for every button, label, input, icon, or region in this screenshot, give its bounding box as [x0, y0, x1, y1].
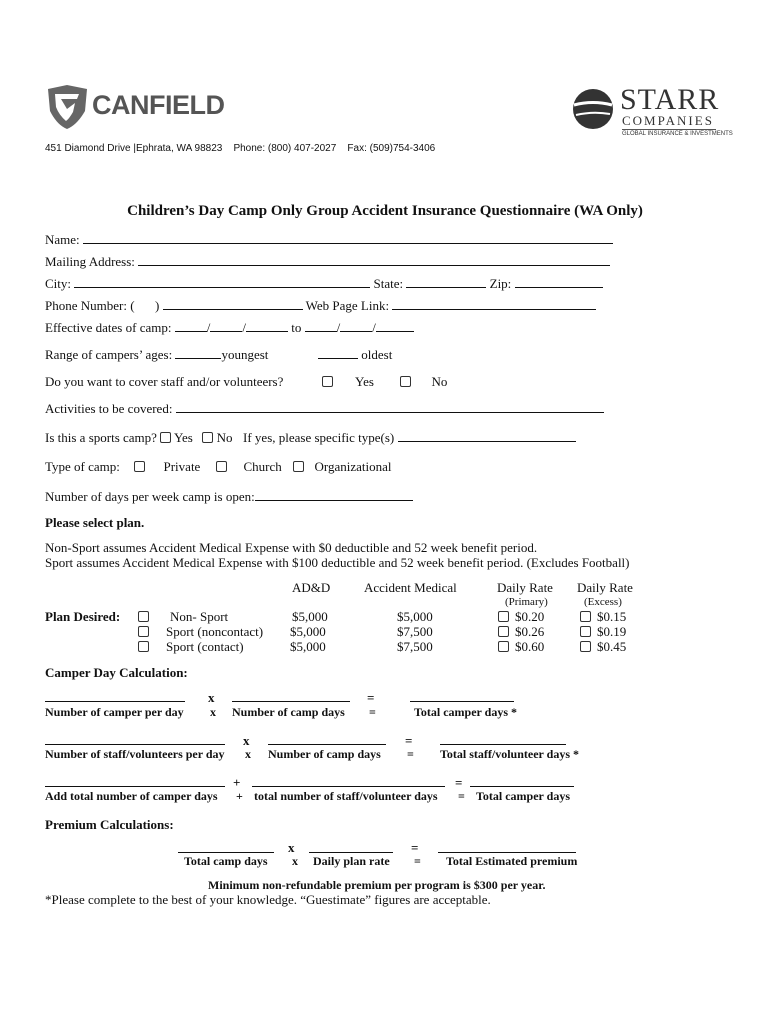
plan-row-label: Non- Sport — [170, 609, 229, 624]
plan-note-2: Sport assumes Accident Medical Expense with $100 deductible and 52 week benefit period. (Excludes Football) — [45, 555, 630, 570]
effective-row — [45, 320, 414, 336]
plan-excess-checkbox[interactable] — [580, 626, 591, 637]
web-field[interactable] — [392, 298, 596, 310]
starr-rule — [622, 129, 716, 130]
calc2-eq: = — [405, 733, 413, 748]
staff-question: Do you want to cover staff and/or volunteers? — [45, 374, 284, 389]
premium-eq: = — [411, 840, 419, 855]
type-church-checkbox[interactable] — [216, 461, 227, 472]
youngest-field[interactable] — [175, 347, 221, 359]
calc2-label-a: Number of staff/volunteers per day — [45, 747, 225, 761]
col-med-header: Accident Medical — [364, 580, 457, 595]
type-org-label: Organizational — [314, 459, 392, 474]
zip-label: Zip: — [489, 276, 512, 291]
calc1-field-b[interactable] — [232, 701, 350, 702]
city-field[interactable] — [74, 276, 370, 288]
web-label: Web Page Link: — [305, 298, 390, 313]
calc3-label-b: total number of staff/volunteer days — [254, 789, 438, 803]
plan-row-add: $5,000 — [292, 609, 328, 624]
staff-no-label: No — [431, 374, 448, 389]
calc2-label-b: Number of camp days — [268, 747, 381, 761]
sports-specific-label: If yes, please specific type(s) — [243, 430, 395, 445]
premium-field-b[interactable] — [309, 852, 393, 853]
calc1-x2: x — [210, 705, 216, 719]
starr-globe-icon — [572, 88, 614, 130]
state-label: State: — [373, 276, 404, 291]
calc1-label-b: Number of camp days — [232, 705, 345, 719]
plan-row-add: $5,000 — [290, 639, 326, 654]
calc3-eq: = — [455, 775, 463, 790]
col-excess-header: Daily Rate — [577, 580, 633, 595]
premium-field-a[interactable] — [178, 852, 274, 853]
plan-row-med: $7,500 — [397, 624, 433, 639]
plan-noncontact-checkbox[interactable] — [138, 626, 149, 637]
premium-label-a: Total camp days — [184, 854, 268, 868]
plan-row-noncontact — [0, 624, 770, 639]
plan-row-med: $7,500 — [397, 639, 433, 654]
premium-eq2: = — [414, 854, 421, 868]
name-label: Name: — [45, 232, 80, 247]
plan-excess-checkbox[interactable] — [580, 641, 591, 652]
mailing-label: Mailing Address: — [45, 254, 135, 269]
slash: / — [242, 320, 246, 335]
calc2-field-a[interactable] — [45, 744, 225, 745]
days-per-week-field[interactable] — [255, 489, 413, 501]
staff-no-group — [400, 374, 447, 390]
col-add-header: AD&D — [292, 580, 331, 595]
calc-heading: Camper Day Calculation: — [45, 665, 188, 680]
name-field[interactable] — [83, 232, 613, 244]
canfield-logo — [45, 85, 90, 130]
calc1-field-c[interactable] — [410, 701, 514, 702]
plan-row-primary: $0.20 — [515, 609, 545, 624]
plan-nonsport-checkbox[interactable] — [138, 611, 149, 622]
days-per-week-label: Number of days per week camp is open: — [45, 489, 255, 504]
effective-from-year[interactable] — [246, 320, 288, 332]
calc3-field-b[interactable] — [252, 786, 445, 787]
calc3-field-c[interactable] — [470, 786, 574, 787]
effective-to-label: to — [291, 320, 302, 335]
starr-logo-sub: COMPANIES — [622, 113, 714, 128]
col-primary-sub: (Primary) — [505, 596, 548, 608]
phone-label: Phone Number: ( — [45, 298, 135, 313]
plan-row-add: $5,000 — [290, 624, 326, 639]
oldest-group — [318, 347, 392, 363]
col-primary-header: Daily Rate — [497, 580, 553, 595]
calc1-label-c: Total camper days * — [414, 705, 518, 719]
plan-excess-checkbox[interactable] — [580, 611, 591, 622]
calc1-eq: = — [367, 690, 375, 705]
sports-no-checkbox[interactable] — [202, 432, 213, 443]
type-church-group — [216, 459, 282, 475]
slash: / — [372, 320, 376, 335]
staff-yes-label: Yes — [355, 374, 374, 389]
range-label: Range of campers’ ages: — [45, 347, 173, 362]
form-title: Children’s Day Camp Only Group Accident Insurance Questionnaire (WA Only) — [127, 203, 643, 219]
sports-row — [45, 430, 576, 446]
calc1-label-a: Number of camper per day — [45, 705, 184, 719]
plan-row-label: Sport (contact) — [166, 639, 244, 654]
effective-label: Effective dates of camp: — [45, 320, 172, 335]
calc2-label-c: Total staff/volunteer days * — [440, 747, 580, 761]
mailing-field[interactable] — [138, 254, 610, 266]
youngest-label: youngest — [221, 347, 269, 362]
effective-to-month[interactable] — [305, 320, 337, 332]
phone-row — [45, 298, 596, 314]
type-church-label: Church — [243, 459, 282, 474]
area-code-field[interactable] — [138, 299, 152, 310]
type-private-group — [134, 459, 200, 475]
plan-row-primary: $0.60 — [515, 639, 545, 654]
state-field[interactable] — [406, 276, 486, 288]
oldest-label: oldest — [361, 347, 393, 362]
slash: / — [206, 320, 211, 335]
sports-type-field[interactable] — [398, 430, 576, 442]
company-address: 451 Diamond Drive |Ephrata, WA 98823 Phone: (800) 407-2027 Fax: (509)754-3406 — [45, 143, 436, 154]
mailing-row — [45, 254, 610, 270]
type-org-checkbox[interactable] — [293, 461, 304, 472]
activities-row — [45, 401, 604, 417]
slash: / — [336, 320, 341, 335]
calc1-eq2: = — [369, 705, 376, 719]
premium-x2: x — [292, 854, 298, 868]
effective-from-day[interactable] — [210, 320, 242, 332]
type-private-label: Private — [163, 459, 201, 474]
city-label: City: — [45, 276, 72, 291]
canfield-logo-text: CANFIELD — [92, 90, 225, 120]
city-row — [45, 276, 603, 292]
plan-desired-label: Plan Desired: — [45, 609, 121, 624]
col-excess-sub: (Excess) — [584, 596, 622, 608]
calc2-x2: x — [245, 747, 251, 761]
plan-row-nonsport — [0, 609, 770, 624]
staff-yes-group — [322, 374, 374, 390]
plan-row-label: Sport (noncontact) — [166, 624, 264, 639]
activities-field[interactable] — [176, 401, 604, 413]
calc2-x: x — [243, 733, 250, 748]
starr-logo-main: STARR — [620, 83, 720, 116]
plan-row-excess: $0.45 — [597, 639, 627, 654]
plan-row-primary: $0.26 — [515, 624, 545, 639]
phone-close-paren: ) — [155, 298, 160, 313]
calc3-label-c: Total camper days — [476, 789, 571, 803]
activities-label: Activities to be covered: — [45, 401, 173, 416]
canfield-shield-icon — [45, 85, 90, 130]
calc2-field-b[interactable] — [268, 744, 386, 745]
type-org-group — [293, 459, 392, 475]
plan-heading: Please select plan. — [45, 515, 145, 530]
calc1-x: x — [208, 690, 215, 705]
type-private-checkbox[interactable] — [134, 461, 145, 472]
calc3-field-a[interactable] — [45, 786, 225, 787]
plan-primary-checkbox[interactable] — [498, 626, 509, 637]
calc3-plus: + — [233, 775, 241, 790]
zip-field[interactable] — [515, 276, 603, 288]
plan-primary-checkbox[interactable] — [498, 641, 509, 652]
sports-yes-checkbox[interactable] — [160, 432, 171, 443]
sports-no-label: No — [216, 430, 233, 445]
plan-row-med: $5,000 — [397, 609, 433, 624]
calc3-eq2: = — [458, 789, 465, 803]
plan-primary-checkbox[interactable] — [498, 611, 509, 622]
phone-field[interactable] — [163, 298, 303, 310]
age-range-row — [45, 347, 268, 363]
calc3-plus2: + — [236, 789, 243, 803]
effective-to-day[interactable] — [340, 320, 372, 332]
calc1-field-a[interactable] — [45, 701, 185, 702]
days-per-week-row — [45, 489, 413, 505]
sports-question: Is this a sports camp? — [45, 430, 157, 445]
sports-yes-label: Yes — [173, 430, 193, 445]
staff-yes-checkbox[interactable] — [322, 376, 333, 387]
effective-from-month[interactable] — [175, 320, 207, 332]
plan-row-excess: $0.15 — [597, 609, 627, 624]
footnote: *Please complete to the best of your knowledge. “Guestimate” figures are acceptable. — [45, 892, 491, 907]
plan-contact-checkbox[interactable] — [138, 641, 149, 652]
premium-label-b: Daily plan rate — [313, 854, 390, 868]
name-row — [45, 232, 613, 248]
starr-logo-tag: GLOBAL INSURANCE & INVESTMENTS — [622, 131, 733, 137]
premium-field-c[interactable] — [438, 852, 576, 853]
plan-row-excess: $0.19 — [597, 624, 627, 639]
premium-label-c: Total Estimated premium — [446, 854, 578, 868]
plan-note-1: Non-Sport assumes Accident Medical Expense with $0 deductible and 52 week benefit period. — [45, 540, 538, 555]
premium-heading: Premium Calculations: — [45, 817, 174, 832]
effective-to-year[interactable] — [376, 320, 414, 332]
oldest-field[interactable] — [318, 347, 358, 359]
minimum-premium-note: Minimum non-refundable premium per program is $300 per year. — [208, 878, 546, 892]
calc2-eq2: = — [407, 747, 414, 761]
camp-type-label: Type of camp: — [45, 459, 120, 474]
starr-logo — [572, 88, 614, 130]
premium-x: x — [288, 840, 295, 855]
plan-row-contact — [0, 639, 770, 654]
calc3-label-a: Add total number of camper days — [45, 789, 218, 803]
staff-no-checkbox[interactable] — [400, 376, 411, 387]
calc2-field-c[interactable] — [440, 744, 566, 745]
